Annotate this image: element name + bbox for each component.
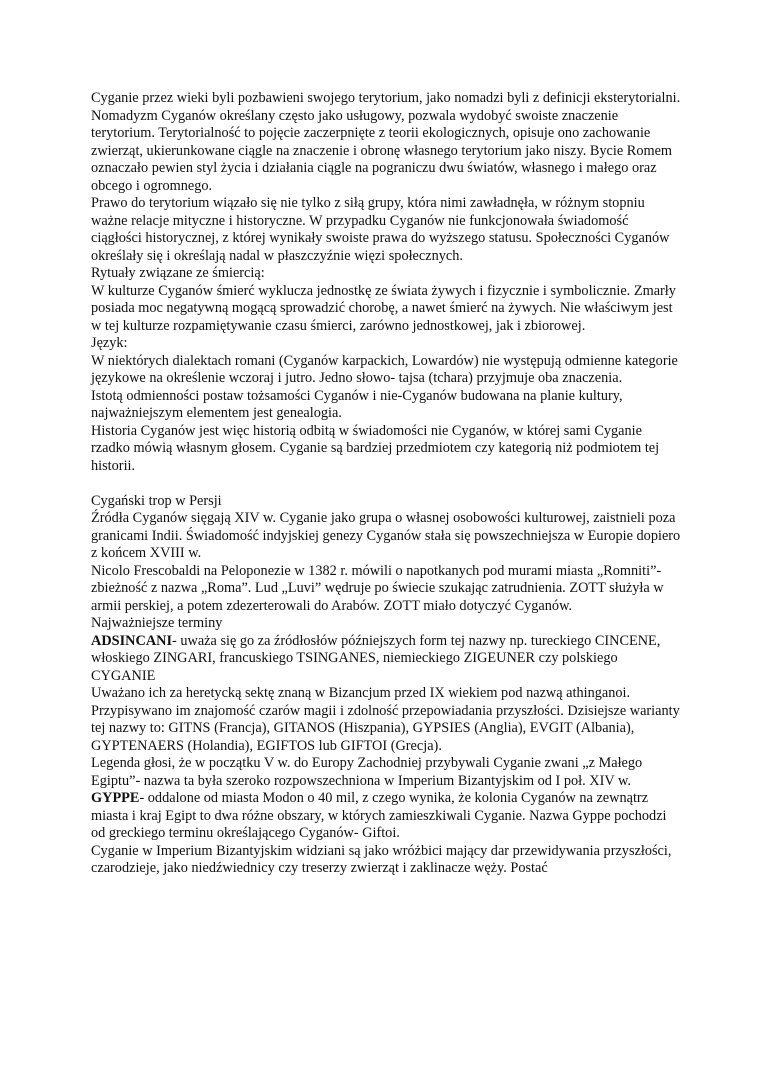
heading-language: Język: [91, 335, 128, 351]
blank-line [91, 475, 681, 493]
paragraph-sources: Źródła Cyganów sięgają XIV w. Cyganie jako grupa o własnej osobowości kulturowej, zaistnieli poza granicami Indii. Świadomość indyjskiej genezy Cyganów stała się powszechniejsza w Europie dopiero z końcem XVIII w. [91, 510, 681, 561]
heading-persia: Cygański trop w Persji [91, 492, 222, 509]
paragraph-heretic-sect: Uważano ich za heretycką sektę znaną w Bizancjum przed IX wiekiem pod nazwą athinganoi. Przypisywano im znajomość czarów magii i zdolność przepowiadania przyszłości. Dzisiejsze warianty tej nazwy to: GITNS (Francja), GITANOS (Hiszpania), GYPSIES (Anglia), EVGIT (Albania), GYPTENAERS (Holandia), EGIFTOS lub GIFTOI (Grecja). [91, 685, 680, 754]
heading-death-rituals: Rytuały związane ze śmiercią: [91, 265, 265, 281]
paragraph-frescobaldi: Nicolo Frescobaldi na Peloponezie w 1382 r. mówili o napotkanych pod murami miasta „Romniti”- zbieżność z nazwa „Roma”. Lud „Luvi” wędruje po świecie szukając zatrudnienia. ZOTT służyła w armii perskiej, a potem zdezerterowali do Arabów. ZOTT miało dotyczyć Cyganów. [91, 562, 664, 614]
term-gyppe: GYPPE [91, 790, 140, 806]
paragraph-adsincani [91, 633, 681, 686]
paragraph-territory-rights: Prawo do terytorium wiązało się nie tylko z siłą grupy, która nimi zawładnęła, w różnym stopniu ważne relacje mityczne i historyczne. W przypadku Cyganów nie funkcjonowała świadomość ciągłości historycznej, z której wynikały swoiste prawa do wyższego statusu. Społeczności Cyganów określały się i określają nadal w płaszczyźnie więzi społecznych. [91, 195, 670, 264]
term-adsincani: ADSINCANI [91, 632, 173, 649]
paragraph-gyppe-text: - oddalone od miasta Modon o 40 mil, z czego wynika, że kolonia Cyganów na zewnątrz miasta i kraj Egipt to dwa różne obszary, w których zamieszkiwali Cyganie. Nazwa Gyppe pochodzi od greckiego terminu określającego Cyganów- Giftoi. [91, 790, 667, 841]
document-body [91, 90, 681, 878]
heading-terms: Najważniejsze terminy [91, 615, 223, 631]
paragraph-death: W kulturze Cyganów śmierć wyklucza jednostkę ze świata żywych i fizycznie i symbolicznie. Zmarły posiada moc negatywną mogącą sprowadzić chorobę, a nawet śmierć na żywych. Nie właściwym jest w tej kulturze rozpamiętywanie czasu śmierci, zarówno jednostkowej, jak i zbiorowej. [91, 282, 676, 334]
paragraph-identity: Istotą odmienności postaw tożsamości Cyganów i nie-Cyganów budowana na planie kultury, najważniejszym elementem jest genealogia. [91, 387, 623, 421]
paragraph-byzantium: Cyganie w Imperium Bizantyjskim widziani są jako wróżbici mający dar przewidywania przyszłości, czarodzieje, jako niedźwiednicy czy treserzy zwierząt i zaklinacze węży. Postać [91, 842, 672, 876]
paragraph-dialects: W niektórych dialektach romani (Cyganów karpackich, Lowardów) nie występują odmienne kategorie językowe na określenie wczoraj i jutro. Jedno słowo- tajsa (tchara) przyjmuje oba znaczenia. [91, 352, 678, 386]
paragraph-legend: Legenda głosi, że w początku V w. do Europy Zachodniej przybywali Cyganie zwani „z Małego Egiptu”- nazwa ta była szeroko rozpowszechniona w Imperium Bizantyjskim od I poł. XIV w. [91, 755, 643, 789]
paragraph-history: Historia Cyganów jest więc historią odbitą w świadomości nie Cyganów, w której sami Cyganie rzadko mówią własnym głosem. Cyganie są bardziej przedmiotem czy kategorią niż podmiotem tej historii. [91, 422, 660, 474]
paragraph-gyppe [91, 790, 681, 843]
paragraph-territory: Cyganie przez wieki byli pozbawieni swojego terytorium, jako nomadzi byli z definicji eksterytorialni. Nomadyzm Cyganów określany często jako usługowy, pozwala wydobyć swoiste znaczenie terytorium. Terytorialność to pojęcie zaczerpnięte z teorii ekologicznych, opisuje ono zachowanie zwierząt, ukierunkowane ciągle na znaczenie i obronę własnego terytorium jako niszy. Bycie Romem oznaczało pewien styl życia i działania ciągle na pograniczu dwu światów, własnego i małego oraz obcego i ogromnego. [91, 90, 681, 194]
paragraph-adsincani-text: - uważa się go za źródłosłów późniejszych form tej nazwy np. tureckiego CINCENE, włoskiego ZINGARI, francuskiego TSINGANES, niemieckiego ZIGEUNER czy polskiego CYGANIE [91, 632, 661, 684]
